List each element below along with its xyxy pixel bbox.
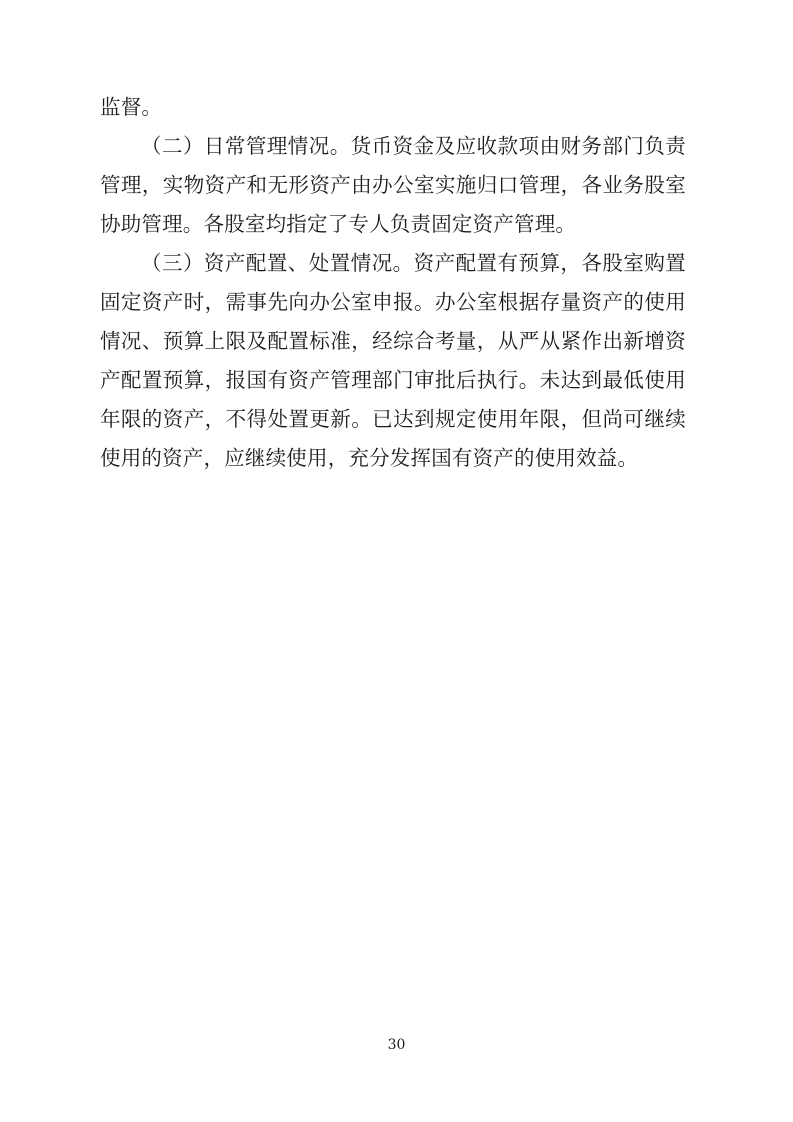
paragraph-1: 监督。 (100, 95, 163, 119)
paragraph-2: （二）日常管理情况。货币资金及应收款项由财务部门负责管理，实物资产和无形资产由办公室实施归口管理，各业务股室协助管理。各股室均指定了专人负责固定资产管理。 (100, 134, 686, 236)
page-number: 30 (387, 1037, 406, 1053)
paragraph-3: （三）资产配置、处置情况。资产配置有预算，各股室购置固定资产时，需事先向办公室申报。办公室根据存量资产的使用情况、预算上限及配置标准，经综合考量，从严从紧作出新增资产配置预算，报国有资产管理部门审批后执行。未达到最低使用年限的资产，不得处置更新。已达到规定使用年限，但尚可继续使用的资产，应继续使用，充分发挥国有资产的使用效益。 (100, 251, 686, 470)
page-body (100, 88, 686, 478)
